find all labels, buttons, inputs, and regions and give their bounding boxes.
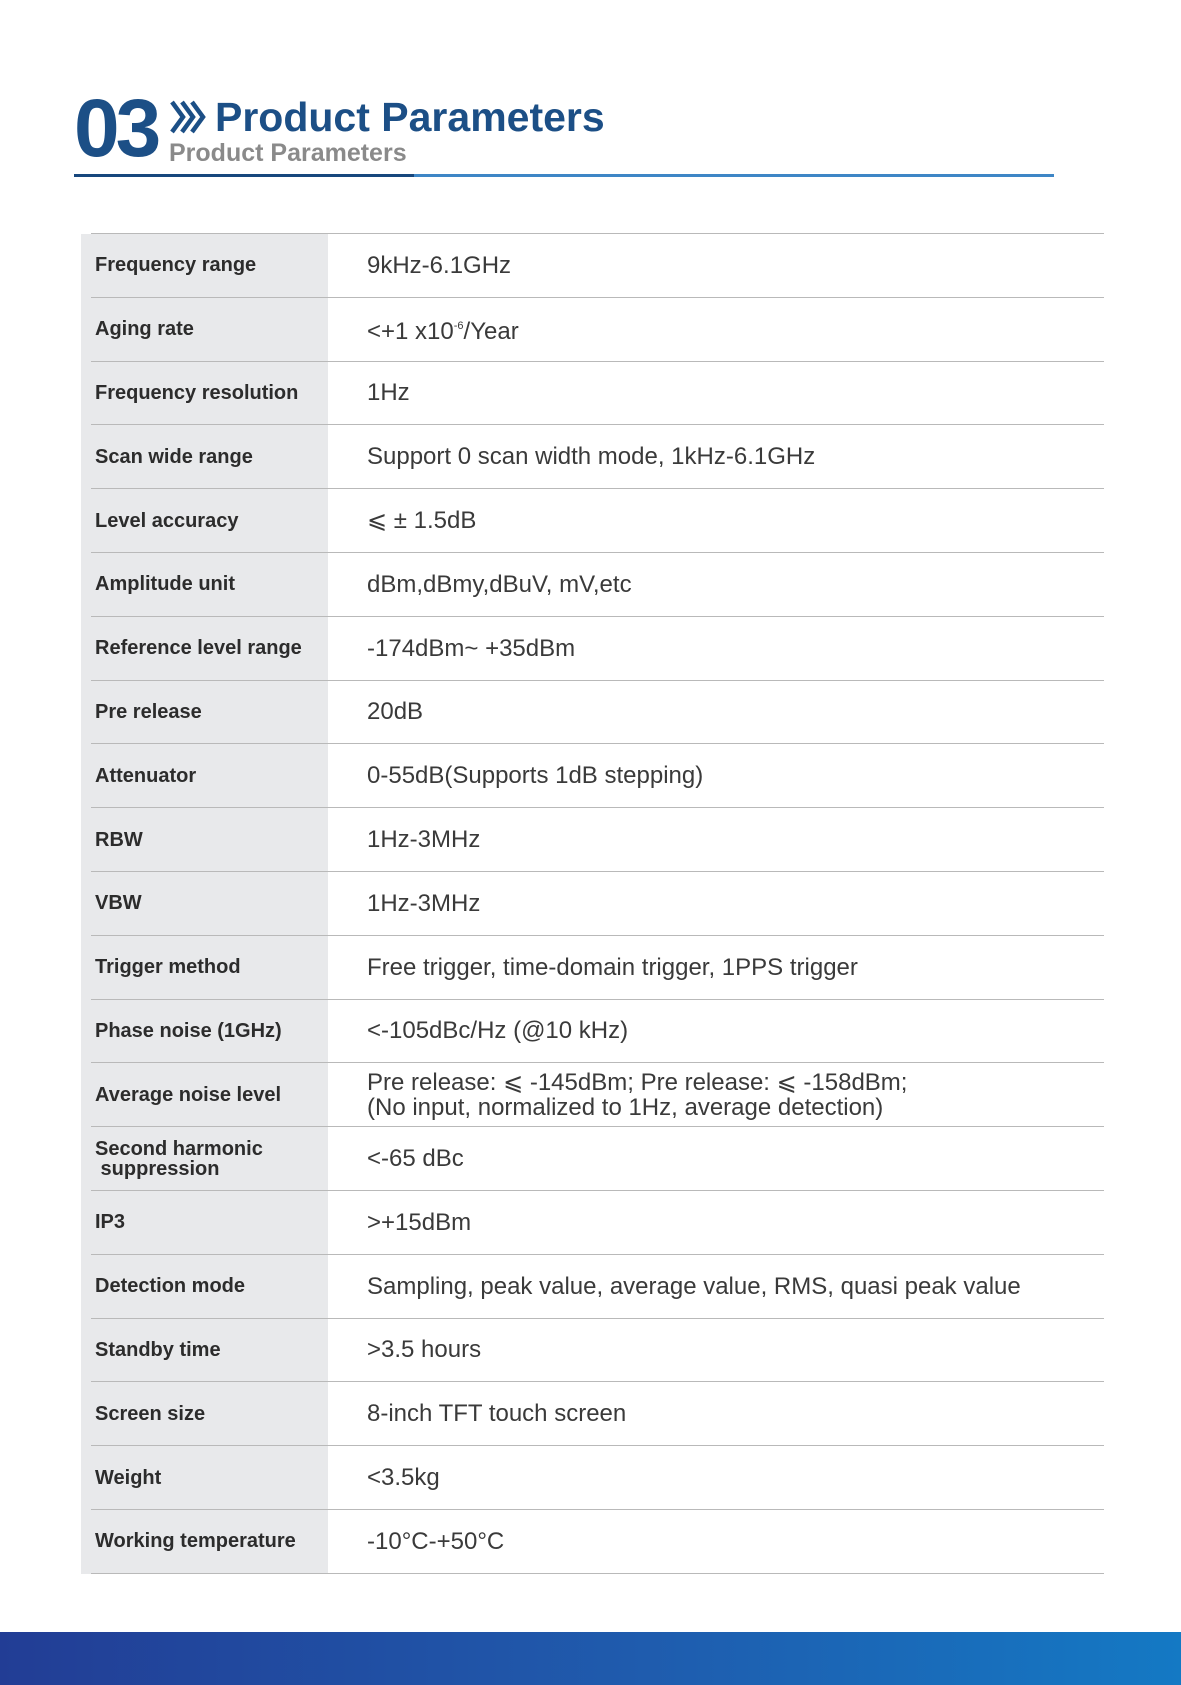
parameter-value-exponent: -6 [453,320,464,333]
parameter-value-line: Pre release: ⩽ -145dBm; Pre release: ⩽ -158dBm; [367,1068,908,1096]
table-row [81,234,1104,298]
table-row [81,1255,1104,1319]
parameter-label: IP3 [95,1211,126,1234]
table-row [81,1510,1104,1574]
parameter-label: Average noise level [95,1083,282,1106]
table-row [81,744,1104,808]
parameter-label: Frequency range [95,254,257,277]
section-title: Product Parameters [215,94,605,140]
table-row [81,1382,1104,1446]
table-row [81,1063,1104,1127]
table-row [81,298,1104,362]
parameter-value-unit: /Year [463,318,519,346]
parameter-label: Standby time [95,1338,221,1361]
table-row [81,1446,1104,1510]
header-rule-accent [74,174,414,177]
parameter-value: 1Hz [367,379,410,407]
table-row [81,553,1104,617]
table-row [81,1191,1104,1255]
table-row [81,808,1104,872]
parameter-value: >3.5 hours [367,1336,482,1364]
parameter-label: Level accuracy [95,509,239,532]
parameter-value: 20dB [367,698,424,726]
table-row [81,1000,1104,1064]
parameter-value-base: <+1 x10 [367,318,454,346]
parameter-value: dBm,dBmy,dBuV, mV,etc [367,570,632,598]
table-row [81,936,1104,1000]
parameter-value [367,298,1094,361]
parameter-value [367,1063,1094,1126]
section-header [74,83,1054,180]
table-row [81,1319,1104,1383]
parameter-label: Phase noise (1GHz) [95,1019,282,1042]
parameter-label: Frequency resolution [95,381,299,404]
parameter-value: >+15dBm [367,1208,472,1236]
parameter-value: -10°C-+50°C [367,1527,505,1555]
parameter-value: <-65 dBc [367,1145,464,1173]
parameter-value: ⩽ ± 1.5dB [367,507,477,535]
parameter-label-line: Second harmonic [95,1137,263,1160]
table-row [81,617,1104,681]
footer-bar [0,1632,1181,1685]
parameter-label: Attenuator [95,764,197,787]
table-row [81,425,1104,489]
parameter-label: Trigger method [95,956,241,979]
parameter-label: Reference level range [95,637,302,660]
parameter-label: RBW [95,828,143,851]
parameter-label: Amplitude unit [95,573,235,596]
row-divider [91,1573,1104,1574]
table-row [81,872,1104,936]
parameter-label: Screen size [95,1402,206,1425]
parameter-value: Free trigger, time-domain trigger, 1PPS trigger [367,953,858,981]
table-row [81,681,1104,745]
parameter-value: Support 0 scan width mode, 1kHz-6.1GHz [367,443,816,471]
parameter-value: 1Hz-3MHz [367,889,481,917]
section-subtitle: Product Parameters [169,139,407,167]
parameter-label: VBW [95,892,142,915]
table-row [81,1127,1104,1191]
parameter-value: 1Hz-3MHz [367,826,481,854]
parameter-label [95,1127,321,1190]
parameter-value: Sampling, peak value, average value, RMS, quasi peak value [367,1272,1021,1300]
parameter-value: <3.5kg [367,1464,440,1492]
table-row [81,362,1104,426]
parameter-label: Aging rate [95,318,194,341]
parameter-value: 8-inch TFT touch screen [367,1400,627,1428]
parameter-label: Detection mode [95,1275,246,1298]
parameter-label: Working temperature [95,1530,296,1553]
parameter-value: 0-55dB(Supports 1dB stepping) [367,762,704,790]
parameter-value-line: (No input, normalized to 1Hz, average detection) [367,1093,884,1121]
parameter-label-line: suppression [95,1157,220,1180]
parameter-value: -174dBm~ +35dBm [367,634,576,662]
parameter-value: 9kHz-6.1GHz [367,251,512,279]
double-chevron-icon [169,100,207,134]
section-number: 03 [74,83,158,174]
parameter-label: Pre release [95,700,202,723]
parameter-label: Scan wide range [95,445,253,468]
parameter-label: Weight [95,1466,162,1489]
parameter-value: <-105dBc/Hz (@10 kHz) [367,1017,629,1045]
table-row [81,489,1104,553]
